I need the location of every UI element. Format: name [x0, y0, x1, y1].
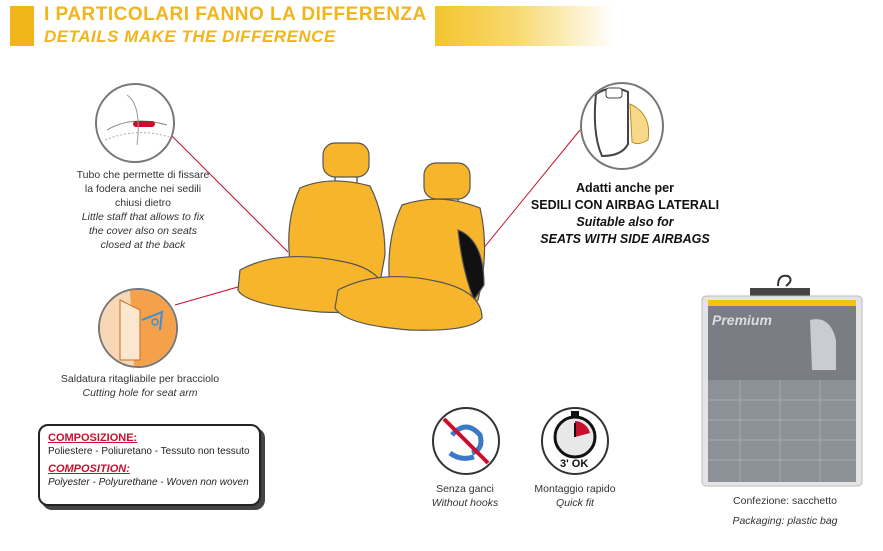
packaging-photo: [690, 270, 872, 490]
composition-body-en: Polyester - Polyurethane - Woven non woven: [48, 477, 249, 488]
composition-box: [38, 424, 261, 506]
composition-heading-it: COMPOSIZIONE:: [48, 432, 138, 444]
airbag-detail-circle: [580, 82, 664, 170]
title-english: DETAILS MAKE THE DIFFERENCE: [44, 27, 336, 46]
title-italian: I PARTICOLARI FANNO LA DIFFERENZA: [44, 4, 427, 25]
no-hooks-icon: [430, 405, 502, 477]
airbag-detail-icon: [582, 84, 662, 168]
tube-detail-icon: [97, 85, 173, 161]
tube-detail-circle: [95, 83, 175, 163]
armrest-detail-circle: [98, 288, 178, 368]
quick-fit-caption: Montaggio rapido Quick fit: [534, 483, 616, 509]
armrest-caption: Saldatura ritagliabile per bracciolo Cutting hole for seat arm: [60, 373, 220, 399]
no-hooks-caption: Senza ganci Without hooks: [431, 483, 499, 509]
packaging-caption: Confezione: sacchetto Packaging: plastic bag: [732, 495, 838, 527]
tube-caption: Tubo che permette di fissare la fodera anche nei sedili chiusi dietro Little staff that allows to fix the cover also on seats closed at the back: [76, 169, 210, 251]
armrest-detail-icon: [100, 290, 176, 366]
packaging-brand: Premium: [712, 312, 772, 328]
quick-fit-badge: 3' OK: [560, 458, 589, 470]
composition-heading-en: COMPOSITION:: [48, 463, 130, 475]
composition-body-it: Poliestere - Poliuretano - Tessuto non tessuto: [48, 446, 250, 457]
airbag-caption: Adatti anche per SEDILI CON AIRBAG LATERALI Suitable also for SEATS WITH SIDE AIRBAGS: [530, 181, 720, 246]
